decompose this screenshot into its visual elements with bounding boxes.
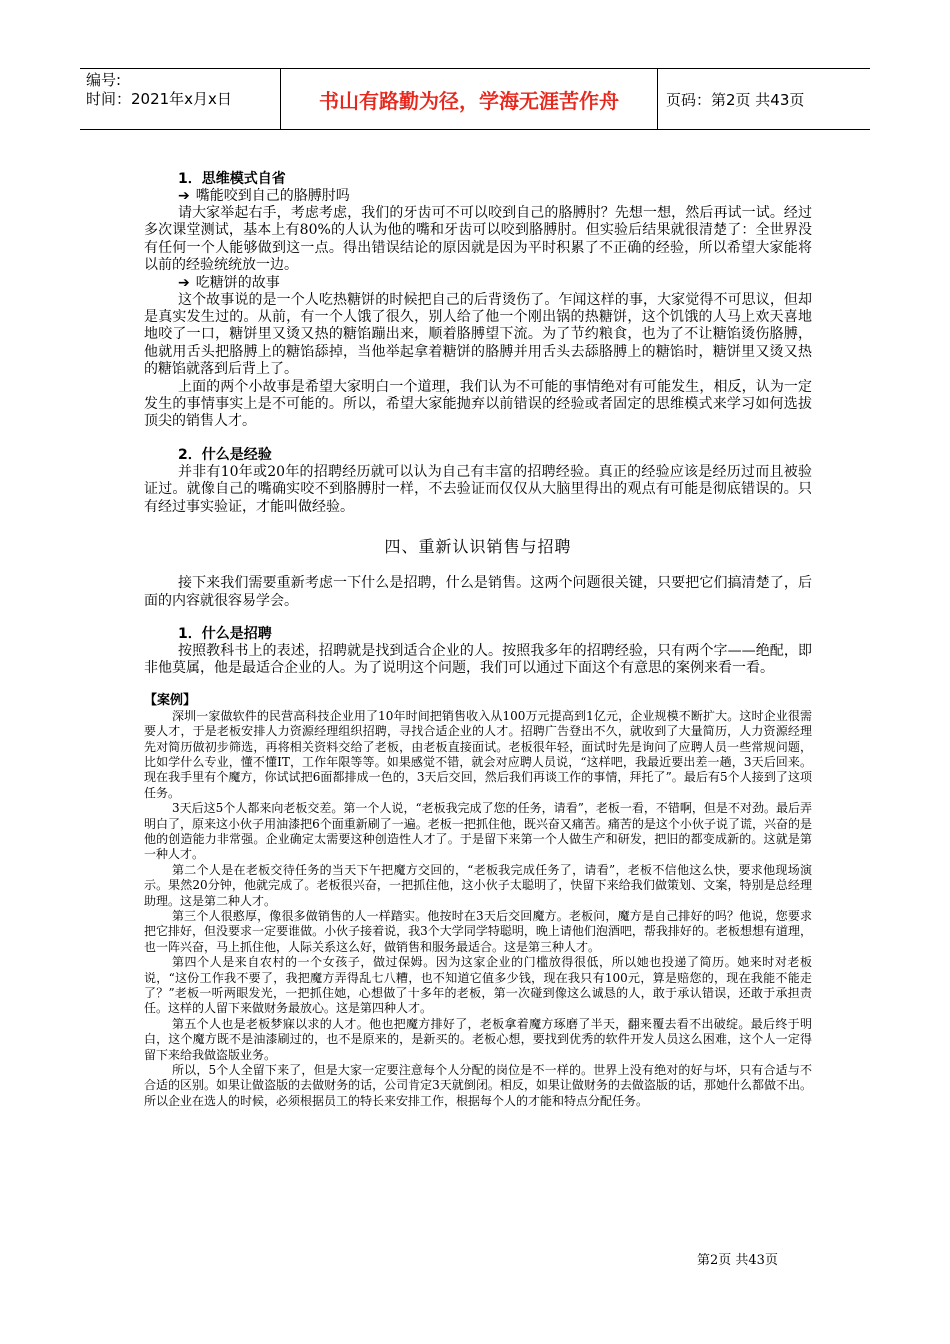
- paragraph: 按照教科书上的表述，招聘就是找到适合企业的人。按照我多年的招聘经验，只有两个字——绝配，即非他莫属，他是最适合企业的人。为了说明这个问题，我们可以通过下面这个有意思的案例来看一看。: [144, 642, 812, 677]
- case-paragraph: 所以，5个人全留下来了，但是大家一定要注意每个人分配的岗位是不一样的。世界上没有绝对的好与坏，只有合适与不合适的区别。如果让做盗版的去做财务的话，公司肯定3天就倒闭。相反，如果让做财务的去做盗版的话，那她什么都做不出。所以企业在选人的时候，必须根据员工的特长来安排工作，根据每个人的才能和特点分配任务。: [144, 1063, 812, 1108]
- document-date-label: 时间：2021年x月x日: [86, 90, 232, 108]
- section-heading: 1．什么是招聘: [178, 625, 272, 642]
- page-footer: 第2页 共43页: [697, 1253, 778, 1268]
- case-paragraph: 第三个人很憨厚，像很多做销售的人一样踏实。他按时在3天后交回魔方。老板问，魔方是自己排好的吗？他说，您要求把它排好，但没要求一定要谁做。小伙子接着说，我3个大学同学特聪明，晚上请他们泡酒吧，帮我排好的。老板想想有道理，也一阵兴奋，马上抓住他，人际关系这么好，做销售和服务最适合。这是第三种人才。: [144, 909, 812, 954]
- header-left: [80, 69, 280, 129]
- document-body: [144, 170, 812, 1109]
- case-paragraph: 3天后这5个人都来向老板交差。第一个人说，“老板我完成了您的任务，请看”，老板一看，不错啊，但是不对劲。最后弄明白了，原来这小伙子用油漆把6个面重新刷了一遍。老板一把抓住他，既兴奋又痛苦。痛苦的是这个小伙子说了谎，兴奋的是他的创造能力非常强。企业确定太需要这种创造性人才了。于是留下来第一个人做生产和研发，把旧的都变成新的。这就是第一种人才。: [144, 801, 812, 862]
- case-paragraph: 深圳一家做软件的民营高科技企业用了10年时间把销售收入从100万元提高到1亿元，企业规模不断扩大。这时企业很需要人才，于是老板安排人力资源经理组织招聘，寻找合适企业的人才。招聘广告登出不久，就收到了大量简历，人力资源经理先对简历做初步筛选，再将相关资料交给了老板，由老板直接面试。老板很年轻，面试时先是询问了应聘人员一些常规问题，比如学什么专业，懂不懂IT，工作年限等等。如果感觉不错，就会对应聘人员说，“这样吧，我最近要出差一趟，3天后回来。现在我手里有个魔方，你试试把6面都排成一色的，3天后交回，然后我们再谈工作的事情，拜托了”。最后有5个人接到了这项任务。: [144, 708, 812, 800]
- header-page-number: 页码：第2页 共43页: [666, 90, 805, 109]
- case-heading: 【案例】: [144, 692, 197, 708]
- paragraph: 请大家举起右手，考虑考虑，我们的牙齿可不可以咬到自己的胳膊肘？先想一想，然后再试一试。经过多次课堂测试，基本上有80%的人认为他的嘴和牙齿可以咬到胳膊肘。但实验后结果就很清楚了：全世界没有任何一个人能够做到这一点。得出错误结论的原因就是因为平时积累了不正确的经验，所以希望大家能将以前的经验统统放一边。: [144, 205, 812, 274]
- page-header: [80, 68, 870, 130]
- bullet-text: 嘴能咬到自己的胳膊肘吗: [195, 188, 350, 204]
- bullet-item: [144, 188, 812, 205]
- paragraph: 上面的两个小故事是希望大家明白一个道理，我们认为不可能的事情绝对有可能发生，相反，认为一定发生的事情事实上是不可能的。所以，希望大家能抛弃以前错误的经验或者固定的思维模式来学习如何选拔顶尖的销售人才。: [144, 378, 812, 430]
- document-number-label: 编号:: [86, 71, 122, 89]
- header-motto: 书山有路勤为径，学海无涯苦作舟: [280, 69, 658, 129]
- section-heading: 1．思维模式自省: [178, 171, 286, 187]
- arrow-right-icon: ➔: [178, 188, 190, 204]
- case-paragraph: 第五个人也是老板梦寐以求的人才。他也把魔方排好了，老板拿着魔方琢磨了半天，翻来覆去看不出破绽。最后终于明白，这个魔方既不是油漆刷过的，也不是原来的，是新买的。老板心想，要找到优秀的软件开发人员这么困难，这个人一定得留下来给我做盗版业务。: [144, 1016, 812, 1062]
- case-paragraph: 第二个人是在老板交待任务的当天下午把魔方交回的，“老板我完成任务了，请看”，老板不信他这么快，要求他现场演示。果然20分钟，他就完成了。老板很兴奋，一把抓住他，这小伙子太聪明了，快留下来给我们做策划、文案，特别是总经理助理。这是第二种人才。: [144, 862, 812, 908]
- arrow-right-icon: ➔: [178, 274, 190, 291]
- paragraph: 接下来我们需要重新考虑一下什么是招聘，什么是销售。这两个问题很关键，只要把它们搞清楚了，后面的内容就很容易学会。: [144, 575, 812, 609]
- paragraph: 这个故事说的是一个人吃热糖饼的时候把自己的后背烫伤了。乍闻这样的事，大家觉得不可思议，但却是真实发生过的。从前，有一个人饿了很久，别人给了他一个刚出锅的热糖饼，这个饥饿的人马上欢天喜地地咬了一口，糖饼里又烫又热的糖馅蹦出来，顺着胳膊望下流。为了节约粮食，也为了不让糖馅烫伤胳膊，他就用舌头把胳膊上的糖馅舔掉，当他举起拿着糖饼的胳膊并用舌头去舔胳膊上的糖馅时，糖饼里又烫又热的糖馅就落到后背上了。: [144, 291, 812, 378]
- bullet-text: 吃糖饼的故事: [195, 274, 280, 291]
- case-paragraph: 第四个人是来自农村的一个女孩子，做过保姆。因为这家企业的门槛放得很低，所以她也投递了简历。她来时对老板说，“这份工作我不要了，我把魔方弄得乱七八糟，也不知道它值多少钱，现在我只有100元，算是赔您的，现在我能不能走了？”老板一听两眼发光，一把抓住她，心想做了十多年的老板，第一次碰到像这么诚恳的人，敢于承认错误，还敢于承担责任。这样的人留下来做财务最放心。这是第四种人才。: [144, 955, 812, 1016]
- section-heading: 2．什么是经验: [178, 446, 272, 463]
- bullet-item: [144, 275, 812, 292]
- chapter-title: 四、重新认识销售与招聘: [384, 537, 572, 557]
- paragraph: 并非有10年或20年的招聘经历就可以认为自己有丰富的招聘经验。真正的经验应该是经历过而且被验证过。就像自己的嘴确实咬不到胳膊肘一样，不去验证而仅仅从大脑里得出的观点有可能是彻底错误的。只有经过事实验证，才能叫做经验。: [144, 463, 812, 515]
